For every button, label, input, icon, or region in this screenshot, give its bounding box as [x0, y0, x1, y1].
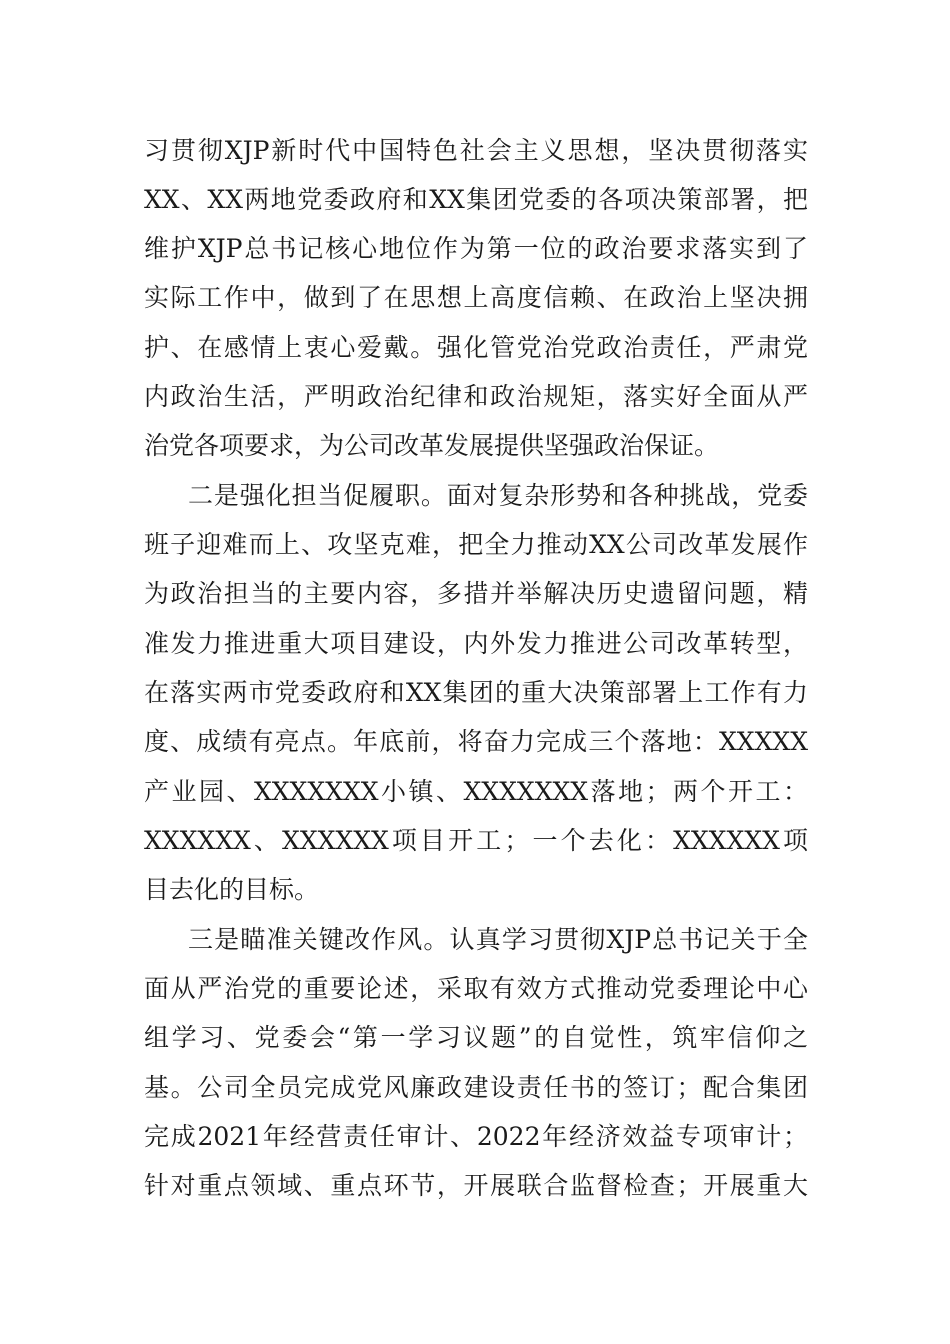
body-text-line: XXXXXX、XXXXXX项目开工；一个去化：XXXXXX项: [144, 826, 808, 855]
body-text-line: 基。公司全员完成党风廉政建设责任书的签订；配合集团: [144, 1073, 808, 1102]
body-text-line: XX、XX两地党委政府和XX集团党委的各项决策部署，把: [144, 185, 808, 214]
body-text-line: 产业园、XXXXXXX小镇、XXXXXXX落地；两个开工：: [144, 777, 808, 806]
body-text-line: 内政治生活，严明政治纪律和政治规矩，落实好全面从严: [144, 382, 808, 411]
body-text-line: 为政治担当的主要内容，多措并举解决历史遗留问题，精: [144, 579, 808, 608]
paragraph-heading-line: 二是强化担当促履职。面对复杂形势和各种挑战，党委: [188, 481, 808, 510]
paragraph-heading-line: 三是瞄准关键改作风。认真学习贯彻XJP总书记关于全: [188, 925, 808, 954]
body-text-line: 治党各项要求，为公司改革发展提供坚强政治保证。: [144, 431, 720, 460]
body-text-line: 目去化的目标。: [144, 875, 320, 904]
body-text-line: 准发力推进重大项目建设，内外发力推进公司改革转型，: [144, 629, 808, 658]
body-text-line: 护、在感情上衷心爱戴。强化管党治党政治责任，严肃党: [144, 333, 808, 362]
body-text-line: 组学习、党委会“第一学习议题”的自觉性，筑牢信仰之: [144, 1023, 808, 1052]
body-text-line: 针对重点领域、重点环节，开展联合监督检查；开展重大: [144, 1171, 808, 1200]
body-text-line: 实际工作中，做到了在思想上高度信赖、在政治上坚决拥: [144, 283, 808, 312]
body-text-line: 班子迎难而上、攻坚克难，把全力推动XX公司改革发展作: [144, 530, 808, 559]
body-text-line: 面从严治党的重要论述，采取有效方式推动党委理论中心: [144, 974, 808, 1003]
body-text-line: 度、成绩有亮点。年底前，将奋力完成三个落地：XXXXX: [144, 727, 808, 756]
body-text-line: 在落实两市党委政府和XX集团的重大决策部署上工作有力: [144, 678, 808, 707]
body-text-line: 维护XJP总书记核心地位作为第一位的政治要求落实到了: [144, 234, 808, 263]
body-text-line: 习贯彻XJP新时代中国特色社会主义思想，坚决贯彻落实: [144, 136, 808, 165]
body-text-line: 完成2021年经营责任审计、2022年经济效益专项审计；: [144, 1122, 808, 1151]
